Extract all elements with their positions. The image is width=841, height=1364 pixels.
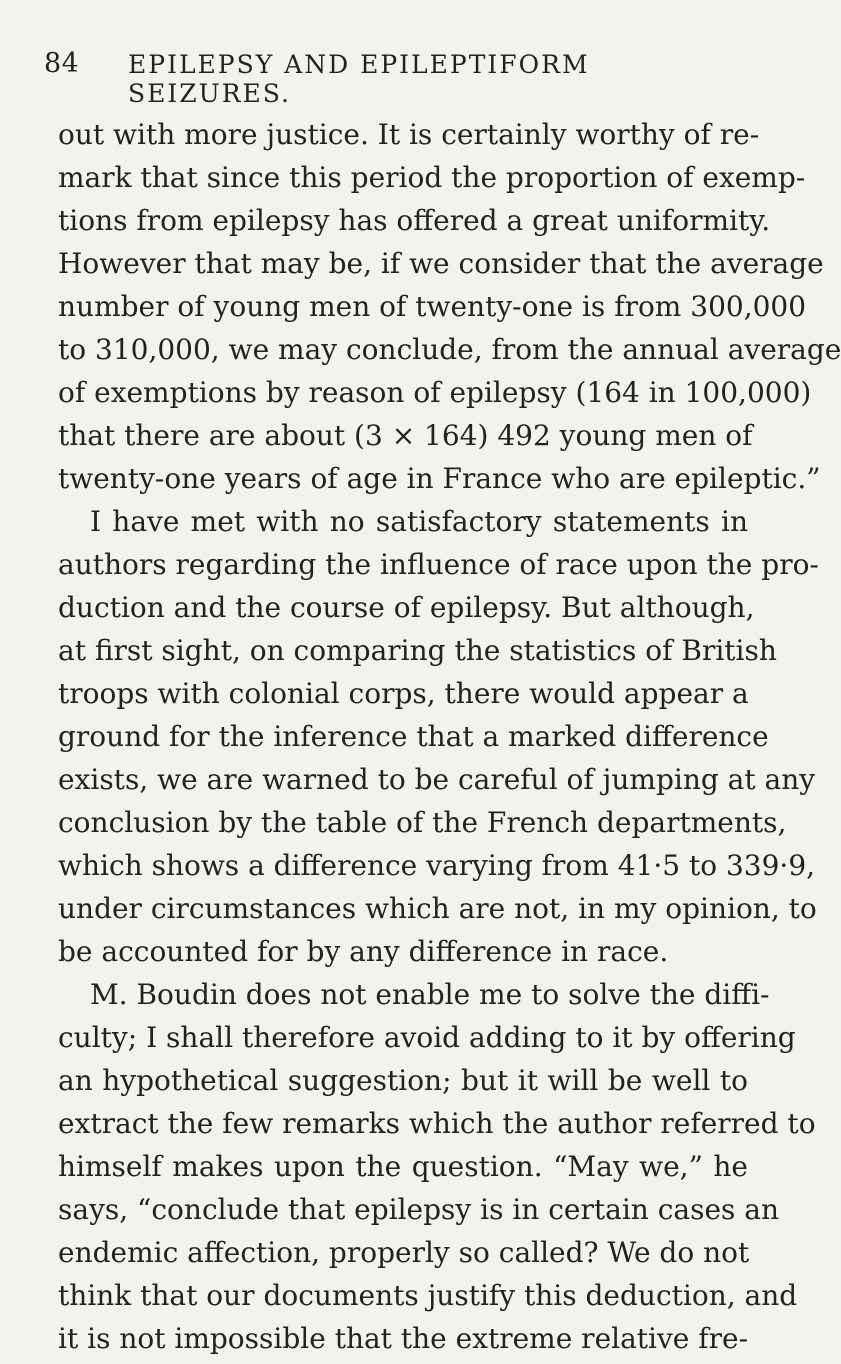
text-line: exists, we are warned to be careful of jumping at any [58,763,816,796]
text-line: conclusion by the table of the French departments, [58,806,787,839]
text-line: it is not impossible that the extreme relative fre- [58,1322,749,1355]
text-line: which shows a difference varying from 41·5 to 339·9, [58,849,816,882]
text-line: endemic affection, properly so called? We do not [58,1236,750,1269]
text-line: tions from epilepsy has offered a great uniformity. [58,204,771,237]
text-line: to 310,000, we may conclude, from the annual average [58,333,841,366]
paragraph-start-line: I have met with no satisfactory statements in [90,505,748,538]
text-line: that there are about (3 × 164) 492 young men of [58,419,753,452]
text-line: culty; I shall therefore avoid adding to it by offering [58,1021,796,1054]
text-line: says, “conclude that epilepsy is in certain cases an [58,1193,780,1226]
text-line: duction and the course of epilepsy. But although, [58,591,755,624]
text-line: ground for the inference that a marked difference [58,720,769,753]
text-line: think that our documents justify this deduction, and [58,1279,798,1312]
text-line: under circumstances which are not, in my opinion, to [58,892,817,925]
text-line: troops with colonial corps, there would appear a [58,677,749,710]
text-line: authors regarding the influence of race upon the pro- [58,548,819,581]
text-line: number of young men of twenty-one is from 300,000 [58,290,807,323]
text-line: However that may be, if we consider that the average [58,247,824,280]
text-line: mark that since this period the proportion of exemp- [58,161,806,194]
body-text [58,113,841,1360]
text-line: extract the few remarks which the author referred to [58,1107,816,1140]
text-line: an hypothetical suggestion; but it will be well to [58,1064,748,1097]
running-head: EPILEPSY AND EPILEPTIFORM SEIZURES. [128,50,590,108]
page-header [44,48,744,108]
text-line: be accounted for by any difference in race. [58,935,669,968]
text-line: twenty-one years of age in France who are epileptic.” [58,462,821,495]
paragraph-start-line: M. Boudin does not enable me to solve the diffi- [90,978,770,1011]
text-line: of exemptions by reason of epilepsy (164 in 100,000) [58,376,812,409]
page-number: 84 [44,48,80,79]
text-line: out with more justice. It is certainly worthy of re- [58,118,760,151]
text-line: at first sight, on comparing the statistics of British [58,634,777,667]
text-line: himself makes upon the question. “May we,” he [58,1150,748,1183]
